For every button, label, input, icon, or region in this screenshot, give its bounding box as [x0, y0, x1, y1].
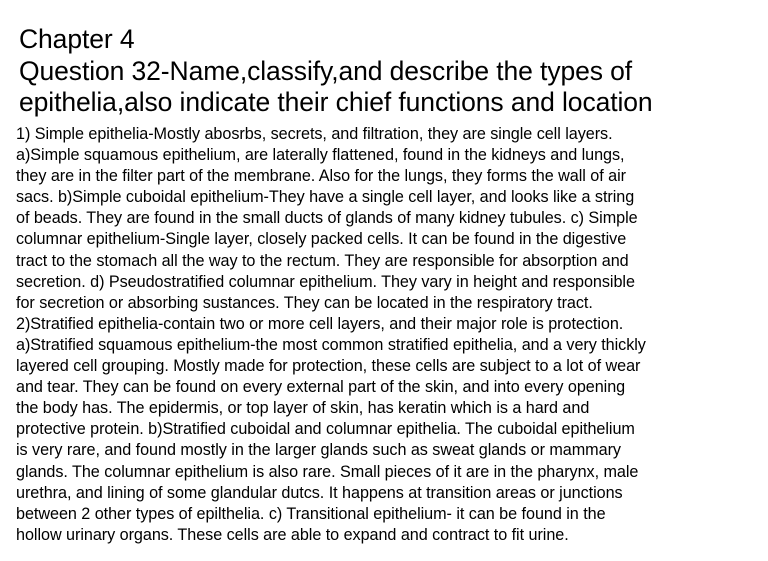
question-title-line-1: Question 32-Name,classify,and describe the types of	[19, 55, 633, 86]
body-line: 1) Simple epithelia-Mostly abosrbs, secrets, and filtration, they are single cell layers.	[16, 125, 613, 143]
body-line: for secretion or absorbing sustances. They can be located in the respiratory tract.	[16, 293, 593, 312]
body-line: between 2 other types of epilthelia. c) Transitional epithelium- it can be found in the	[16, 504, 606, 523]
body-line: secretion. d) Pseudostratified columnar epithelium. They vary in height and responsible	[16, 272, 635, 291]
body-line: layered cell grouping. Mostly made for protection, these cells are subject to a lot of wear	[16, 357, 641, 376]
body-line: columnar epithelium-Single layer, closely packed cells. It can be found in the digestive	[16, 230, 627, 249]
body-line: and tear. They can be found on every external part of the skin, and into every opening	[16, 378, 626, 397]
body-line: of beads. They are found in the small ducts of glands of many kidney tubules. c) Simple	[16, 209, 638, 228]
body-line: they are in the filter part of the membrane. Also for the lungs, they forms the wall of air	[16, 167, 626, 186]
heading-block	[19, 24, 759, 119]
body-line: is very rare, and found mostly in the larger glands such as sweat glands or mammary	[16, 441, 621, 460]
body-line: hollow urinary organs. These cells are able to expand and contract to fit urine.	[16, 525, 569, 544]
body-line: glands. The columnar epithelium is also rare. Small pieces of it are in the pharynx, male	[16, 462, 639, 481]
body-line: sacs. b)Simple cuboidal epithelium-They have a single cell layer, and looks like a string	[16, 188, 635, 207]
chapter-title: Chapter 4	[19, 24, 135, 54]
body-line: a)Simple squamous epithelium, are laterally flattened, found in the kidneys and lungs,	[16, 146, 625, 165]
body-line: urethra, and lining of some glandular dutcs. It happens at transition areas or junctions	[16, 483, 623, 502]
body-line: 2)Stratified epithelia-contain two or more cell layers, and their major role is protection.	[16, 314, 624, 333]
answer-body	[16, 124, 761, 546]
body-line: a)Stratified squamous epithelium-the most common stratified epithelia, and a very thickly	[16, 335, 646, 354]
body-line: protective protein. b)Stratified cuboidal and columnar epithelia. The cuboidal epithelium	[16, 420, 635, 439]
body-line: the body has. The epidermis, or top layer of skin, has keratin which is a hard and	[16, 399, 590, 418]
body-line: tract to the stomach all the way to the rectum. They are responsible for absorption and	[16, 251, 629, 270]
question-title-line-2: epithelia,also indicate their chief functions and location	[19, 87, 653, 117]
